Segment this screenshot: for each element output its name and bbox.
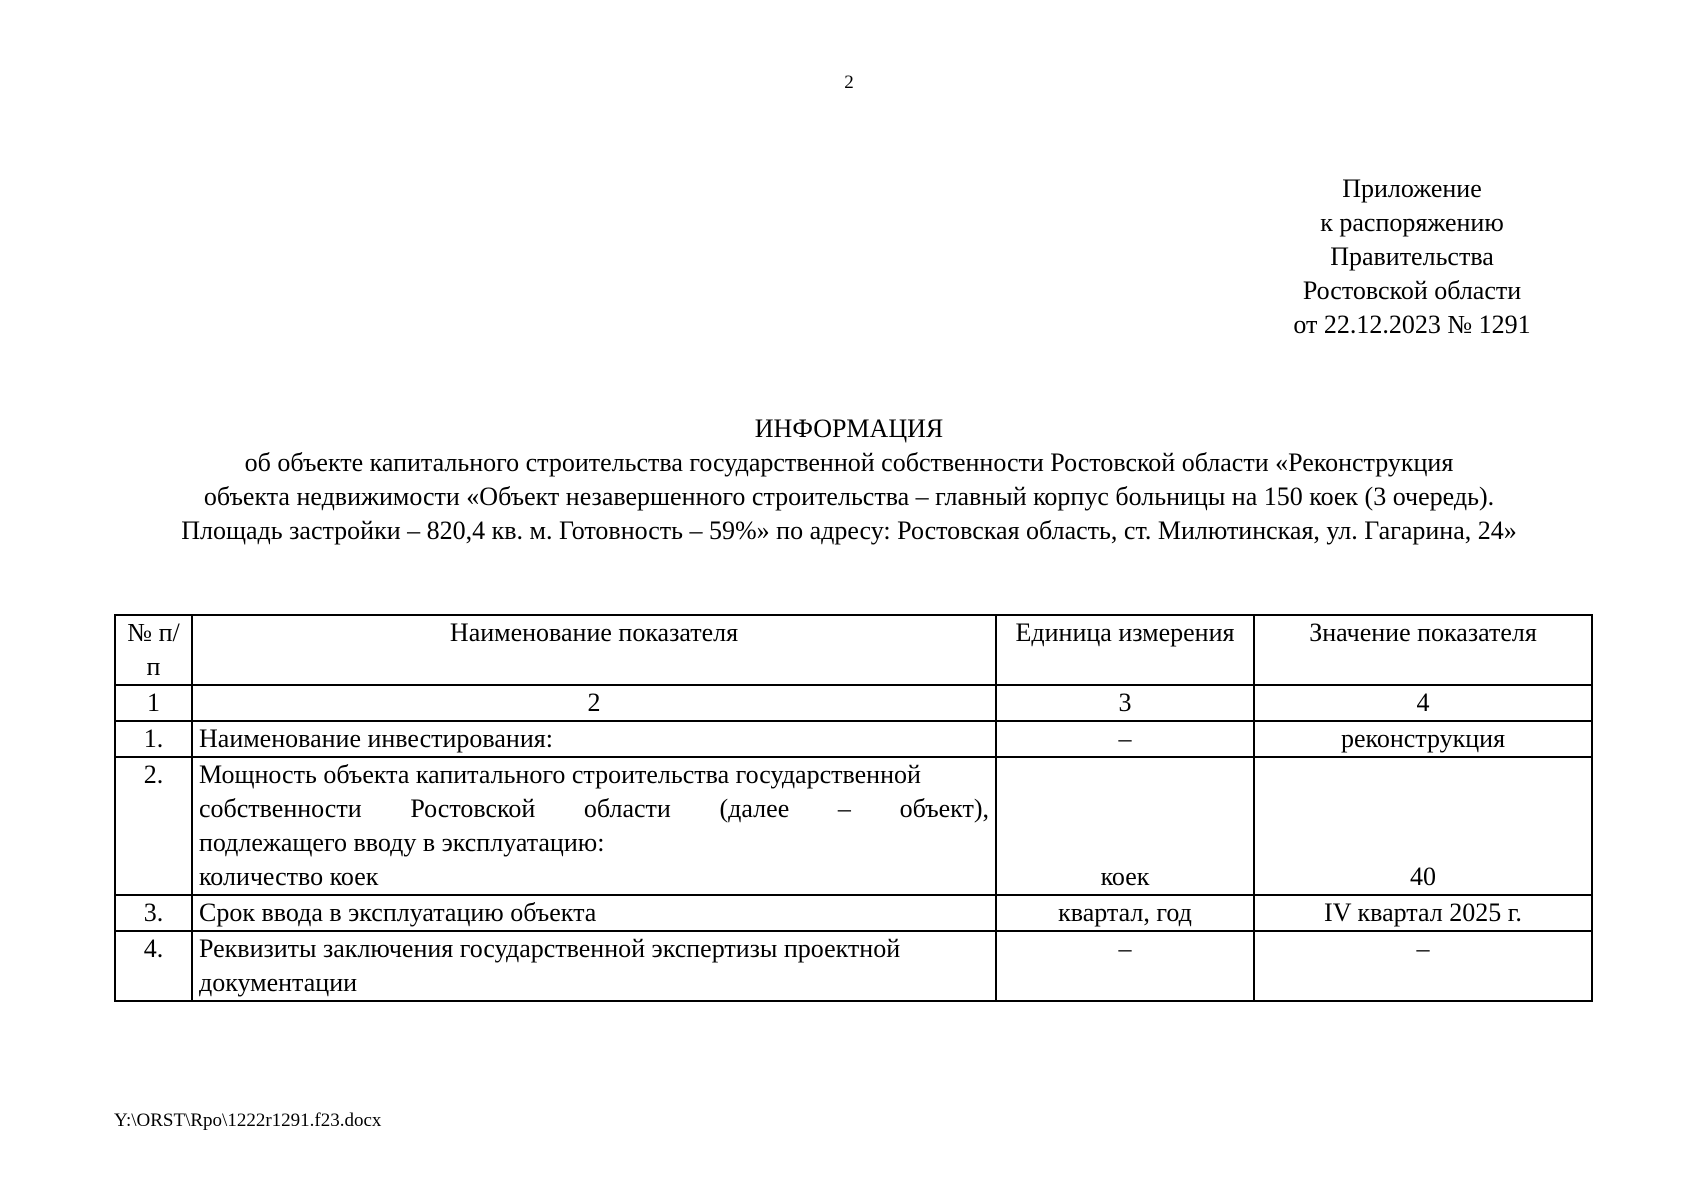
appendix-line: Правительства [1330,242,1494,271]
row-number: 2. [115,757,192,895]
table-row [115,757,1592,895]
header-number: № п/п [115,615,192,685]
row-name-line: подлежащего вводу в эксплуатацию: [199,828,605,857]
row-name-line: собственности Ростовской области (далее – объект), [199,794,989,823]
table-row [115,931,1592,1001]
row-unit: – [996,931,1254,1001]
page-number: 2 [844,72,854,93]
appendix-line: от 22.12.2023 № 1291 [1293,310,1531,339]
document-title: ИНФОРМАЦИЯ [754,414,944,443]
row-value: IV квартал 2025 г. [1254,895,1592,931]
table-column-numbers-row [115,685,1592,721]
appendix-line: Ростовской области [1302,276,1522,305]
row-name: Наименование инвестирования: [192,721,996,757]
column-number: 4 [1254,685,1592,721]
column-number: 2 [192,685,996,721]
table-header-row [115,615,1592,685]
appendix-line: Приложение [1342,174,1482,203]
row-name-line: Мощность объекта капитального строительства государственной [199,760,921,789]
footer-file-path: Y:\ORST\Rpo\1222r1291.f23.docx [114,1110,382,1131]
row-number: 4. [115,931,192,1001]
row-value: – [1254,931,1592,1001]
subtitle-line: об объекте капитального строительства государственной собственности Ростовской области «Реконструкция [244,448,1454,477]
header-value: Значение показателя [1254,615,1592,685]
row-name [192,757,996,895]
table-row [115,895,1592,931]
indicators-table [114,614,1593,1002]
row-number: 3. [115,895,192,931]
row-number: 1. [115,721,192,757]
row-name-line: количество коек [199,862,379,891]
column-number: 1 [115,685,192,721]
subtitle-line: Площадь застройки – 820,4 кв. м. Готовность – 59%» по адресу: Ростовская область, ст. Милютинская, ул. Гагарина, 24» [181,516,1517,545]
subtitle-line: объекта недвижимости «Объект незавершенного строительства – главный корпус больницы на 150 коек (3 очередь). [203,482,1495,511]
row-value: 40 [1254,757,1592,895]
appendix-line: к распоряжению [1320,208,1504,237]
row-unit: коек [996,757,1254,895]
header-unit: Единица измерения [996,615,1254,685]
appendix-block [1262,172,1562,342]
table-row [115,721,1592,757]
row-name: Срок ввода в эксплуатацию объекта [192,895,996,931]
row-unit: квартал, год [996,895,1254,931]
row-value: реконструкция [1254,721,1592,757]
document-subtitle [80,446,1618,548]
row-name: Реквизиты заключения государственной экспертизы проектной документации [192,931,996,1001]
header-name: Наименование показателя [192,615,996,685]
row-unit: – [996,721,1254,757]
column-number: 3 [996,685,1254,721]
